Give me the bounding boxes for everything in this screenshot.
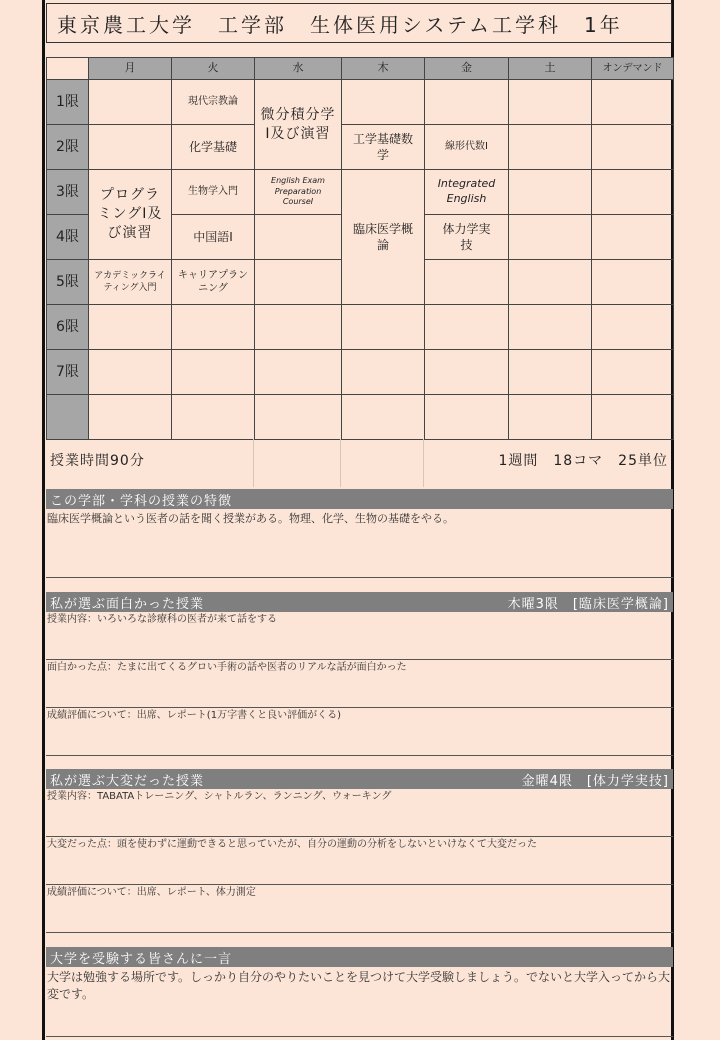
- features-heading-bar: [46, 489, 673, 509]
- cell-tue-8: [172, 395, 255, 440]
- divider: [46, 932, 673, 933]
- cell-thu-6: [342, 305, 425, 350]
- divider: [46, 755, 673, 756]
- cell-mon-2: [89, 125, 172, 170]
- cell-sat-7: [509, 350, 592, 395]
- features-heading: この学部・学科の授業の特徴: [50, 493, 233, 509]
- cell-fri-6: [425, 305, 509, 350]
- cell-od-7: [592, 350, 674, 395]
- cell-fri-8: [425, 395, 509, 440]
- class-tue-1: 現代宗教論: [172, 80, 255, 125]
- period-label-8: [47, 395, 89, 440]
- cell-od-2: [592, 125, 674, 170]
- cell-sat-4: [509, 215, 592, 260]
- cell-mon-6: [89, 305, 172, 350]
- class-mon-3-4: プログラミングⅠ及び演習: [89, 170, 172, 260]
- class-tue-5: キャリアプランニング: [172, 260, 255, 305]
- cell-od-1: [592, 80, 674, 125]
- period-label-2: 2限: [47, 125, 89, 170]
- hard-grading: 成績評価について：出席、レポート、体力測定: [47, 887, 256, 898]
- day-tue: 火: [172, 58, 255, 80]
- interesting-heading: 私が選ぶ面白かった授業: [50, 596, 205, 612]
- grid-line: [340, 439, 341, 487]
- class-fri-4: 体力学実技: [425, 215, 509, 260]
- day-sat: 土: [509, 58, 592, 80]
- hard-slot: 金曜4限 [体力学実技]: [521, 773, 669, 789]
- hard-heading-bar: [46, 769, 673, 789]
- timetable: [46, 57, 674, 440]
- cell-wed-6: [255, 305, 342, 350]
- class-mon-5: アカデミックライティング入門: [89, 260, 172, 305]
- hard-content: 授業内容：TABATAトレーニング、シャトルラン、ランニング、ウォーキング: [47, 791, 392, 802]
- divider: [46, 659, 673, 660]
- cell-mon-7: [89, 350, 172, 395]
- cell-mon-8: [89, 395, 172, 440]
- cell-thu-8: [342, 395, 425, 440]
- cell-od-6: [592, 305, 674, 350]
- corner-cell: [47, 58, 89, 80]
- class-thu-2: 工学基礎数学: [342, 125, 425, 170]
- period-label-5: 5限: [47, 260, 89, 305]
- cell-wed-4: [255, 215, 342, 260]
- cell-sat-3: [509, 170, 592, 215]
- day-mon: 月: [89, 58, 172, 80]
- cell-sat-6: [509, 305, 592, 350]
- cell-thu-7: [342, 350, 425, 395]
- divider: [46, 884, 673, 885]
- divider: [46, 577, 673, 578]
- cell-wed-7: [255, 350, 342, 395]
- message-heading: 大学を受験する皆さんに一言: [50, 951, 233, 967]
- cell-thu-1: [342, 80, 425, 125]
- cell-sat-8: [509, 395, 592, 440]
- cell-od-3: [592, 170, 674, 215]
- period-label-1: 1限: [47, 80, 89, 125]
- cell-od-5: [592, 260, 674, 305]
- class-thu-3-5: 臨床医学概論: [342, 170, 425, 305]
- day-header-row: [47, 58, 674, 80]
- features-text: 臨床医学概論という医者の話を聞く授業がある。物理、化学、生物の基礎をやる。: [47, 512, 454, 525]
- grid-line: [423, 439, 424, 487]
- cell-fri-5: [425, 260, 509, 305]
- period-row-2: [47, 125, 674, 170]
- period-row-8: [47, 395, 674, 440]
- interesting-slot: 木曜3限 [臨床医学概論]: [507, 596, 669, 612]
- cell-mon-1: [89, 80, 172, 125]
- class-hours: 授業時間90分: [50, 453, 145, 469]
- cell-wed-5: [255, 260, 342, 305]
- class-wed-3: English Exam Preparation CourseⅠ: [255, 170, 342, 215]
- message-text: 大学は勉強する場所です。しっかり自分のやりたいことを見つけて大学受験しましょう。でないと大学入ってから大変です。: [47, 970, 671, 1002]
- divider: [46, 1036, 673, 1037]
- divider: [46, 836, 673, 837]
- period-row-3: [47, 170, 674, 215]
- cell-sat-2: [509, 125, 592, 170]
- divider: [46, 707, 673, 708]
- cell-wed-8: [255, 395, 342, 440]
- day-fri: 金: [425, 58, 509, 80]
- period-label-4: 4限: [47, 215, 89, 260]
- cell-tue-7: [172, 350, 255, 395]
- class-tue-4: 中国語Ⅰ: [172, 215, 255, 260]
- class-fri-2: 線形代数Ⅰ: [425, 125, 509, 170]
- cell-tue-6: [172, 305, 255, 350]
- cell-sat-1: [509, 80, 592, 125]
- class-tue-2: 化学基礎: [172, 125, 255, 170]
- message-heading-bar: [46, 947, 673, 967]
- cell-sat-5: [509, 260, 592, 305]
- class-wed-1-2: 微分積分学Ⅰ及び演習: [255, 80, 342, 170]
- period-label-6: 6限: [47, 305, 89, 350]
- day-thu: 木: [342, 58, 425, 80]
- day-wed: 水: [255, 58, 342, 80]
- interesting-content: 授業内容：いろいろな診療科の医者が来て話をする: [47, 614, 277, 625]
- class-tue-3: 生物学入門: [172, 170, 255, 215]
- cell-fri-7: [425, 350, 509, 395]
- cell-fri-1: [425, 80, 509, 125]
- cell-od-8: [592, 395, 674, 440]
- weekly-summary: 1週間 18コマ 25単位: [498, 453, 668, 469]
- period-row-7: [47, 350, 674, 395]
- day-ondemand: オンデマンド: [592, 58, 674, 80]
- period-row-6: [47, 305, 674, 350]
- period-label-7: 7限: [47, 350, 89, 395]
- interesting-grading: 成績評価について：出席、レポート(1万字書くと良い評価がくる): [47, 710, 341, 721]
- page-title: 東京農工大学 工学部 生体医用システム工学科 1年: [46, 3, 672, 43]
- cell-od-4: [592, 215, 674, 260]
- grid-line: [253, 439, 254, 487]
- interesting-point: 面白かった点：たまに出てくるグロい手術の話や医者のリアルな話が面白かった: [47, 662, 407, 673]
- hard-heading: 私が選ぶ大変だった授業: [50, 773, 205, 789]
- class-fri-3: Integrated English: [425, 170, 509, 215]
- period-row-1: [47, 80, 674, 125]
- hard-point: 大変だった点：頭を使わずに運動できると思っていたが、自分の運動の分析をしないといけなくて大変だった: [47, 839, 537, 850]
- interesting-heading-bar: [46, 592, 673, 612]
- period-label-3: 3限: [47, 170, 89, 215]
